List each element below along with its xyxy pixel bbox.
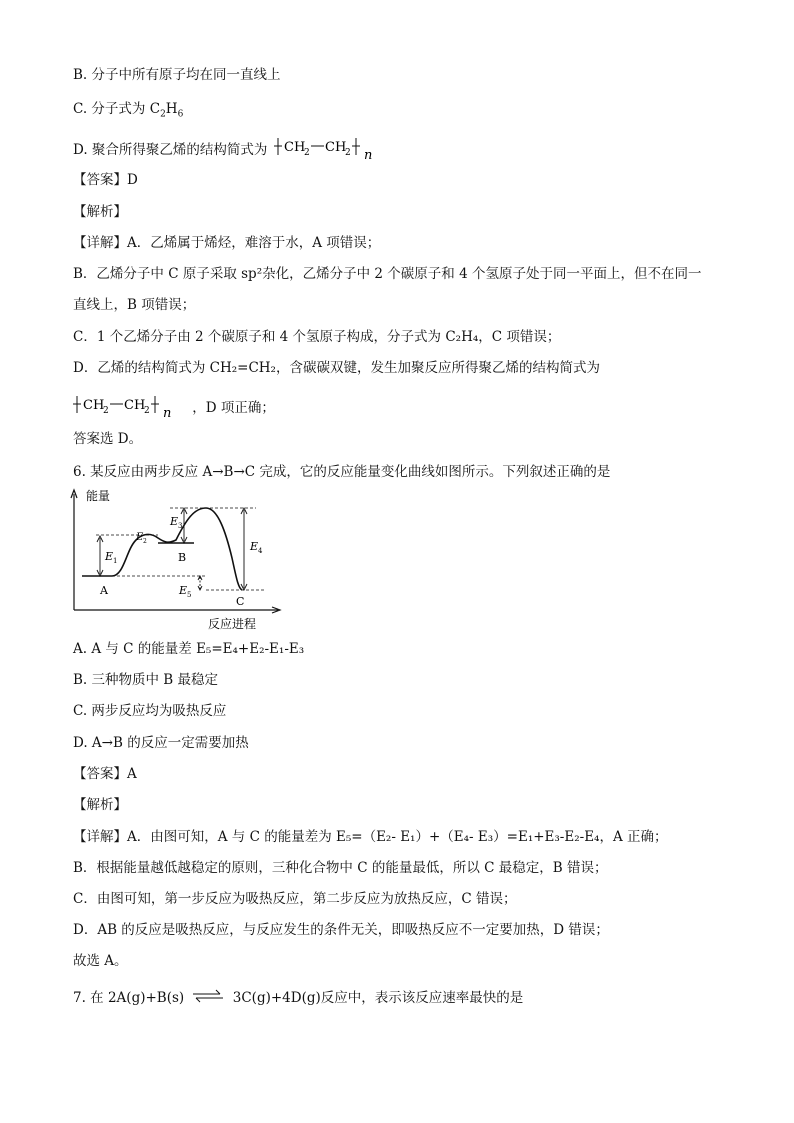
x-axis-label: 反应进程 [208,617,257,631]
q6-option-a: A. A 与 C 的能量差 E₅=E₄+E₂-E₁-E₃ [73,641,305,657]
q5-option-c: C. 分子式为 $C_2H_6$ [73,101,184,120]
q6-answer: 【答案】A [73,766,137,782]
q6-detail-b: B．根据能量越低越稳定的原则，三种化合物中 C 的能量最低，所以 C 最稳定，B 错误； [73,860,608,876]
q6-detail-c: C．由图可知，第一步反应为吸热反应，第二步反应为放热反应，C 错误； [73,891,517,907]
q5-detail-d: D．乙烯的结构简式为 CH₂=CH₂，含碳碳双键，发生加聚反应所得聚乙烯的结构简式为 [73,360,600,376]
label-e4: E [250,540,259,553]
q5-option-d: D. 聚合所得聚乙烯的结构简式为 CH 2 CH 2 n [73,135,392,166]
q7-stem: 7. 在 2A(g)+B(s) 3C(g)+4D(g)反应中，表示该反应速率最快的是 [73,988,523,1009]
q5-detail-d-formula-line: CH 2 CH 2 n ，D 项正确； [73,393,275,424]
svg-text:4: 4 [258,547,263,555]
q6-option-c: C. 两步反应均为吸热反应 [73,703,227,719]
label-e5: E [179,584,188,597]
q6-detail-a: 【详解】A．由图可知，A 与 C 的能量差为 E₅=（E₂- E₁）+（E₄- E₃）=E₁+E₃-E₂-E₄，A 正确； [73,829,668,845]
label-e3: E [170,515,179,528]
q5-detail-a: 【详解】A．乙烯属于烯烃，难溶于水，A 项错误； [73,235,381,251]
q5-conclusion: 答案选 D。 [73,431,143,447]
q6-option-b: B. 三种物质中 B 最稳定 [73,672,219,688]
q6-detail-d: D．AB 的反应是吸热反应，与反应发生的条件无关，即吸热反应不一定要加热，D 错误； [73,922,609,938]
label-a: A [100,584,108,597]
svg-text:CH: CH [324,140,347,155]
q6-analysis-label: 【解析】 [73,797,127,813]
label-e1: E [105,550,114,563]
svg-text:2: 2 [144,406,150,416]
svg-text:3: 3 [178,522,183,530]
label-c: C [236,595,245,608]
q5-option-b: B. 分子中所有原子均在同一直线上 [73,67,281,83]
y-axis-label: 能量 [86,489,111,503]
svg-text:2: 2 [344,148,351,158]
energy-diagram [66,488,286,634]
q5-detail-c: C．1 个乙烯分子由 2 个碳原子和 4 个氢原子构成，分子式为 C₂H₄，C 项错误； [73,329,561,345]
svg-text:2: 2 [143,538,147,545]
svg-text:n: n [363,148,373,161]
equilibrium-arrow-icon [190,988,226,1009]
svg-text:CH: CH [83,398,105,413]
svg-text:2: 2 [303,148,310,158]
svg-text:n: n [163,406,172,419]
q5-answer: 【答案】D [73,172,138,188]
svg-text:5: 5 [187,591,192,599]
q6-option-d: D. A→B 的反应一定需要加热 [73,735,249,751]
polyethylene-formula-2 [73,393,178,424]
q5-detail-b1: B．乙烯分子中 C 原子采取 sp²杂化，乙烯分子中 2 个碳原子和 4 个氢原子处于同一平面上，但不在同一 [73,266,702,282]
label-b: B [178,551,187,564]
svg-text:2: 2 [103,406,109,416]
q6-conclusion: 故选 A。 [73,953,128,969]
q5-detail-b2: 直线上，B 项错误； [73,297,196,313]
q5-analysis-label: 【解析】 [73,204,127,220]
poly-left: CH [283,140,306,155]
polyethylene-formula [272,135,392,166]
label-e2: E [136,532,144,543]
svg-text:CH: CH [124,398,146,413]
q6-stem: 6. 某反应由两步反应 A→B→C 完成，它的反应能量变化曲线如图所示。下列叙述正确的是 [73,464,611,480]
svg-text:1: 1 [113,557,118,565]
